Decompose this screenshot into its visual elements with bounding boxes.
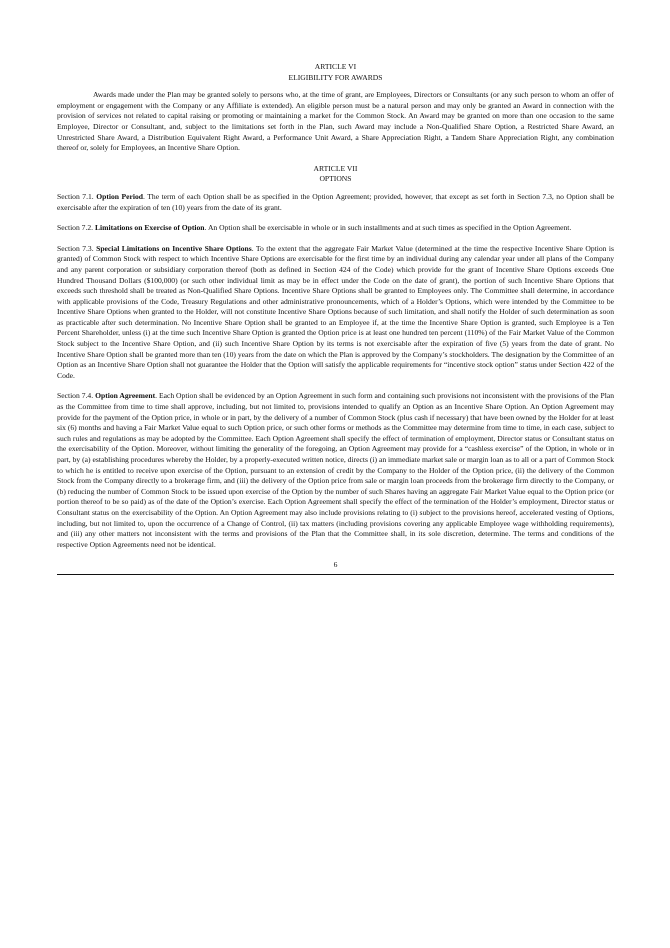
section-7-1: Section 7.1. Option Period. The term of each Option shall be as specified in the Option Agreement; provided, however, that except as set forth in Section 7.3, no Option shall be exercisable after the expiration of ten (10) years from the date of its grant. xyxy=(57,191,614,212)
section-7-4-text: Each Option shall be evidenced by an Option Agreement in such form and containing such provisions not inconsistent with the provisions of the Plan as the Committee from time to time shall approve, including, but not limited to, provisions intended to qualify an Option as an Incentive Share Option. An Option Agreement may provide for the payment of the Option price, in whole or in part, by the delivery of a number of Common Stock (plus cash if necessary) that have been owned by the Holder for at least six (6) months and having a Fair Market Value equal to such Option price, or such other forms or methods as the Committee may determine from time to time, in each case, subject to such rules and regulations as may be adopted by the Committee. Each Option Agreement shall specify the effect of termination of employment, Director status or Consultant status on the exercisability of the Option. Moreover, without limiting the generality of the foregoing, an Option Agreement may provide for a “cashless exercise” of the Option, in whole or in part, by (a) establishing procedures whereby the Holder, by a properly-executed written notice, directs (i) an immediate market sale or margin loan as to all or a part of Common Stock to which he is entitled to receive upon exercise of the Option, pursuant to an extension of credit by the Company to the Holder of the Option price, (ii) the delivery of the Common Stock from the Company directly to a brokerage firm, and (iii) the delivery of the Option price from sale or margin loan proceeds from the brokerage firm directly to the Company, or (b) reducing the number of Common Stock to be issued upon exercise of the Option by the number of such Shares having an aggregate Fair Market Value equal to the Option price (or portion thereof to be so paid) as of the date of the Option’s exercise. Each Option Agreement shall specify the effect of the termination of the Holder’s employment, Director status or Consultant status on the exercisability of the Option. An Option Agreement may also include provisions relating to (i) subject to the provisions hereof, accelerated vesting of Options, including, but not limited to, upon the occurrence of a Change of Control, (ii) tax matters (including provisions covering any applicable Employee wage withholding requirements), and (iii) any other matters not inconsistent with the terms and provisions of the Plan that the Committee shall, in its sole discretion, determine. The terms and conditions of the respective Option Agreements need not be identical. xyxy=(57,391,614,549)
section-7-3-title: Special Limitations on Incentive Share Options xyxy=(96,243,252,253)
section-7-1-number: Section 7.1. xyxy=(57,191,94,201)
section-7-2-text: An Option shall be exercisable in whole or in such installments and at such times as specified in the Option Agreement. xyxy=(207,223,572,233)
article-6-body: Awards made under the Plan may be granted solely to persons who, at the time of grant, are Employees, Directors or Consultants (or any such person to whom an offer of employment or engagement with the Company or any Affiliate is extended). An eligible person must be a natural person and may only be granted an Award in connection with the provision of services not related to capital raising or promoting or maintaining a market for the Common Stock. An Award may be granted on more than one occasion to the same Employee, Director or Consultant, and, subject to the limitations set forth in the Plan, such Award may include a Non-Qualified Share Option, a Restricted Share Award, an Unrestricted Share Award, a Distribution Equivalent Right Award, a Performance Unit Award, a Share Appreciation Right, a Tandem Share Appreciation Right, any combination thereof or, solely for Employees, an Incentive Share Option. xyxy=(57,90,614,153)
article-7-number: ARTICLE VII xyxy=(313,163,358,173)
section-7-1-title: Option Period xyxy=(96,191,143,201)
document-page xyxy=(57,62,614,575)
article-6-heading xyxy=(57,62,614,83)
article-7-heading xyxy=(57,164,614,185)
section-7-3-number: Section 7.3. xyxy=(57,243,94,253)
article-6-number: ARTICLE VI xyxy=(314,62,357,71)
section-7-4-title: Option Agreement xyxy=(95,391,156,401)
section-7-4-number: Section 7.4. xyxy=(57,391,94,401)
section-7-3: Section 7.3. Special Limitations on Incentive Share Options. To the extent that the aggregate Fair Market Value (determined at the time the respective Incentive Share Option is granted) of Common Stock with respect to which Incentive Share Options are exercisable for the first time by an individual during any calendar year under all plans of the Company and any parent corporation or subsidiary corporation thereof (both as defined in Section 424 of the Code) which provide for the grant of Incentive Share Options exceeds One Hundred Thousand Dollars ($100,000) (or such other individual limit as may be in effect under the Code on the date of grant), the portion of such Incentive Share Options that exceeds such threshold shall be treated as Non-Qualified Share Options. Incentive Share Options shall be granted to Employees only. The Committee shall determine, in accordance with applicable provisions of the Code, Treasury Regulations and other administrative pronouncements, which of a Holder’s Options, which were intended by the Committee to be Incentive Share Options when granted to the Holder, will not constitute Incentive Share Options because of such limitation, and shall notify the Holder of such determination as soon as practicable after such determination. No Incentive Share Option shall be granted to an Employee if, at the time the Incentive Share Option is granted, such Employee is a Ten Percent Shareholder, unless (i) at the time such Incentive Share Option is granted the Option price is at least one hundred ten percent (110%) of the Fair Market Value of the Common Stock subject to the Incentive Share Option, and (ii) such Incentive Share Option by its terms is not exercisable after the expiration of five (5) years from the date of grant. No Incentive Share Option shall be granted more than ten (10) years from the date on which the Plan is approved by the Company’s stockholders. The designation by the Committee of an Option as an Incentive Share Option shall not guarantee the Holder that the Option will satisfy the applicable requirements for “incentive stock option” status under Section 422 of the Code. xyxy=(57,243,614,380)
article-6-title: ELIGIBILITY FOR AWARDS xyxy=(288,72,383,82)
section-7-1-text: The term of each Option shall be as specified in the Option Agreement; provided, however, that except as set forth in Section 7.3, no Option shall be exercisable after the expiration of ten (10) years from the date of its grant. xyxy=(57,191,614,212)
page-number: 6 xyxy=(333,560,338,570)
article-7-title: OPTIONS xyxy=(319,174,352,184)
section-7-2-number: Section 7.2. xyxy=(57,223,94,233)
footer-rule xyxy=(57,574,614,575)
section-7-3-text: To the extent that the aggregate Fair Market Value (determined at the time the respective Incentive Share Option is granted) of Common Stock with respect to which Incentive Share Options are exercisable for the first time by an individual during any calendar year under all plans of the Company and any parent corporation or subsidiary corporation thereof (both as defined in Section 424 of the Code) which provide for the grant of Incentive Share Options exceeds One Hundred Thousand Dollars ($100,000) (or such other individual limit as may be in effect under the Code on the date of grant), the portion of such Incentive Share Options that exceeds such threshold shall be treated as Non-Qualified Share Options. Incentive Share Options shall be granted to Employees only. The Committee shall determine, in accordance with applicable provisions of the Code, Treasury Regulations and other administrative pronouncements, which of a Holder’s Options, which were intended by the Committee to be Incentive Share Options when granted to the Holder, will not constitute Incentive Share Options because of such limitation, and shall notify the Holder of such determination as soon as practicable after such determination. No Incentive Share Option shall be granted to an Employee if, at the time the Incentive Share Option is granted, such Employee is a Ten Percent Shareholder, unless (i) at the time such Incentive Share Option is granted the Option price is at least one hundred ten percent (110%) of the Fair Market Value of the Common Stock subject to the Incentive Share Option, and (ii) such Incentive Share Option by its terms is not exercisable after the expiration of five (5) years from the date of grant. No Incentive Share Option shall be granted more than ten (10) years from the date on which the Plan is approved by the Company’s stockholders. The designation by the Committee of an Option as an Incentive Share Option shall not guarantee the Holder that the Option will satisfy the applicable requirements for “incentive stock option” status under Section 422 of the Code. xyxy=(57,243,614,380)
section-7-2-title: Limitations on Exercise of Option xyxy=(94,223,205,233)
section-7-2: Section 7.2. Limitations on Exercise of Option. An Option shall be exercisable in whole or in such installments and at such times as specified in the Option Agreement. xyxy=(57,223,572,233)
section-7-4: Section 7.4. Option Agreement. Each Option shall be evidenced by an Option Agreement in such form and containing such provisions not inconsistent with the provisions of the Plan as the Committee from time to time shall approve, including, but not limited to, provisions intended to qualify an Option as an Incentive Share Option. An Option Agreement may provide for the payment of the Option price, in whole or in part, by the delivery of a number of Common Stock (plus cash if necessary) that have been owned by the Holder for at least six (6) months and having a Fair Market Value equal to such Option price, or such other forms or methods as the Committee may determine from time to time, in each case, subject to such rules and regulations as may be adopted by the Committee. Each Option Agreement shall specify the effect of termination of employment, Director status or Consultant status on the exercisability of the Option. Moreover, without limiting the generality of the foregoing, an Option Agreement may provide for a “cashless exercise” of the Option, in whole or in part, by (a) establishing procedures whereby the Holder, by a properly-executed written notice, directs (i) an immediate market sale or margin loan as to all or a part of Common Stock to which he is entitled to receive upon exercise of the Option, pursuant to an extension of credit by the Company to the Holder of the Option price, (ii) the delivery of the Common Stock from the Company directly to a brokerage firm, and (iii) the delivery of the Option price from sale or margin loan proceeds from the brokerage firm directly to the Company, or (b) reducing the number of Common Stock to be issued upon exercise of the Option by the number of such Shares having an aggregate Fair Market Value equal to the Option price (or portion thereof to be so paid) as of the date of the Option’s exercise. Each Option Agreement shall specify the effect of the termination of the Holder’s employment, Director status or Consultant status on the exercisability of the Option. An Option Agreement may also include provisions relating to (i) subject to the provisions hereof, accelerated vesting of Options, including, but not limited to, upon the occurrence of a Change of Control, (ii) tax matters (including provisions covering any applicable Employee wage withholding requirements), and (iii) any other matters not inconsistent with the terms and provisions of the Plan that the Committee shall, in its sole discretion, determine. The terms and conditions of the respective Option Agreements need not be identical. xyxy=(57,391,614,549)
